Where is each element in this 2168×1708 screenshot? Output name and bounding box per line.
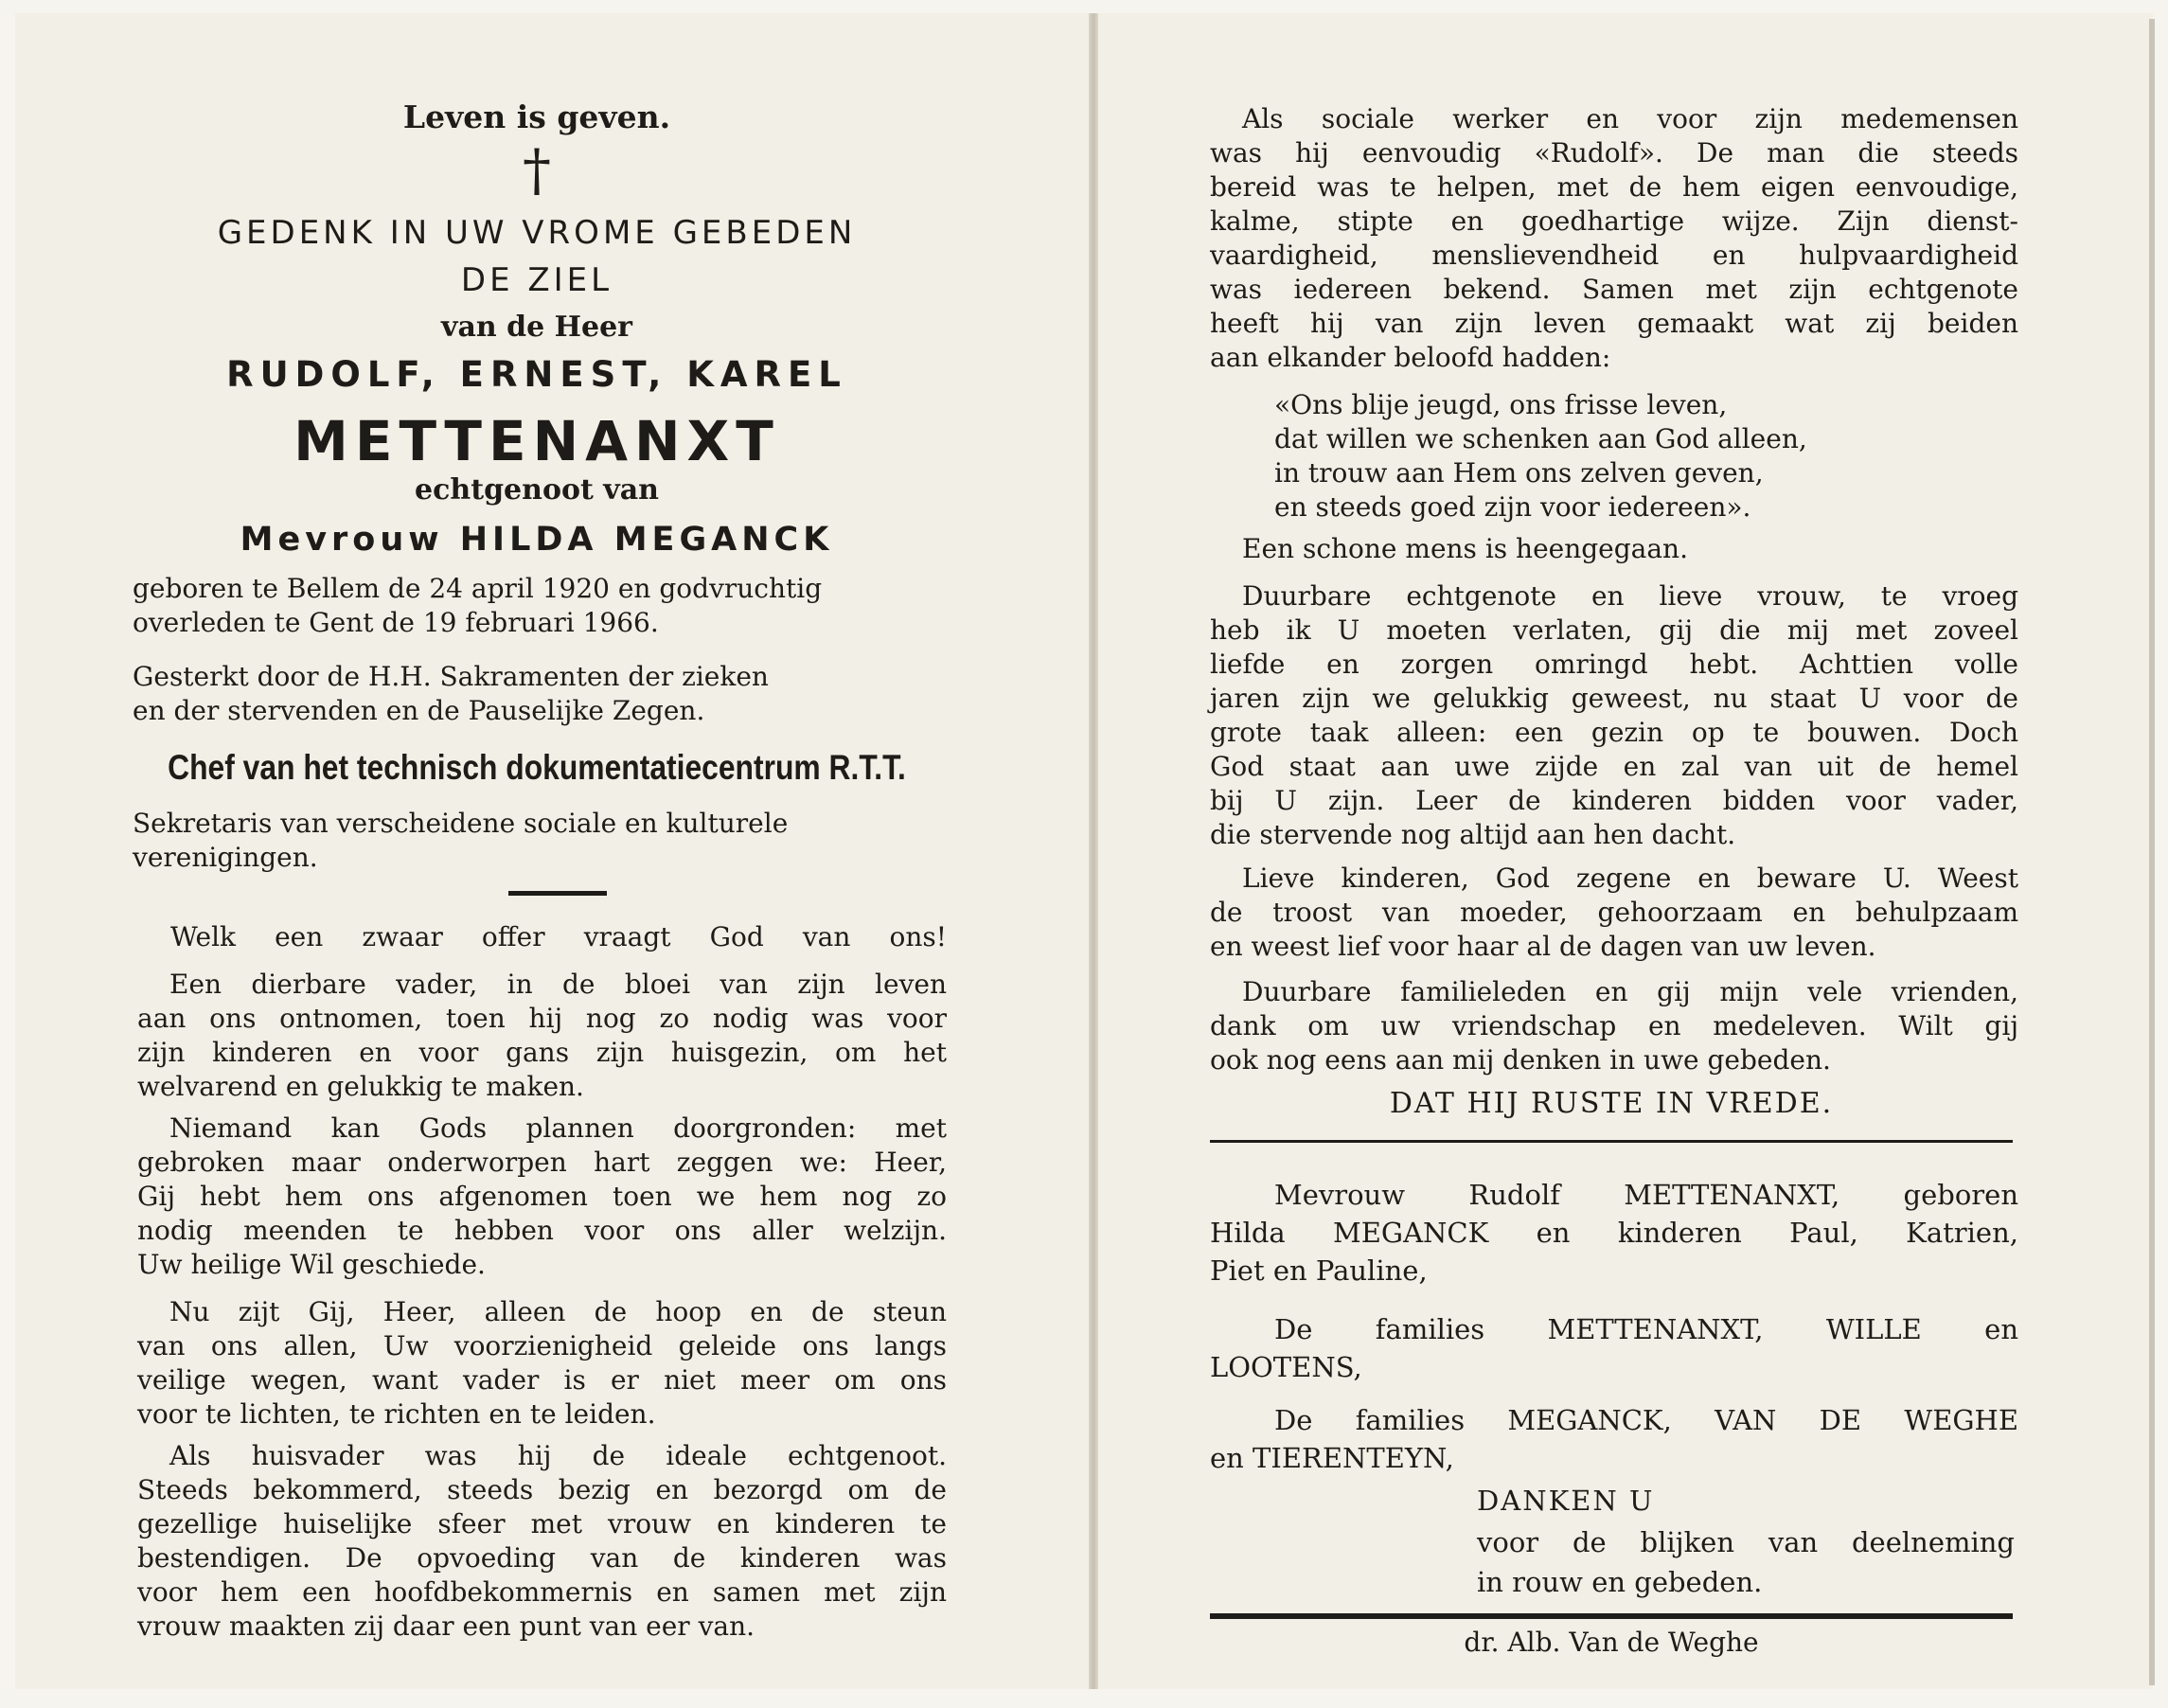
family-wife-children: [1210, 1176, 2018, 1290]
text-line: «Ons blije jeugd, ons frisse leven,: [1274, 389, 1728, 420]
paragraph-husband: [137, 1439, 947, 1644]
text-line: God staat aan uwe zijde en zal van uit de hemel: [1210, 751, 2018, 782]
text-line: Lieve kinderen, God zegene en beware U. Weest: [1242, 863, 2018, 894]
text-line: Als huisvader was hij de ideale echtgenoot.: [169, 1440, 947, 1471]
text-line: kalme, stipte en goedhartige wijze. Zijn dienst-: [1210, 205, 2018, 237]
text-line: in rouw en gebeden.: [1477, 1566, 1763, 1598]
deceased-first-names: RUDOLF, ERNEST, KAREL: [226, 354, 847, 395]
text-line: Gij hebt hem ons afgenomen toen we hem nog zo: [137, 1181, 947, 1212]
text-line: Steeds bekommerd, steeds bezig en bezorgd om de: [137, 1474, 947, 1505]
job-title: Chef van het technisch dokumentatiecentrum R.T.T.: [168, 748, 906, 787]
text-line: Piet en Pauline,: [1210, 1254, 1428, 1287]
secretary-info: Sekretaris van verscheidene sociale en kulturele verenigingen.: [133, 808, 789, 873]
paragraph-plans: [137, 1112, 947, 1282]
text-line: van ons allen, Uw voorzienigheid geleide ons langs: [137, 1330, 947, 1361]
text-line: aan ons ontnomen, toen hij nog zo nodig was voor: [137, 1003, 947, 1034]
text-line: bereid was te helpen, met de hem eigen eenvoudige,: [1210, 171, 2018, 203]
text-line: Duurbare familieleden en gij mijn vele vrienden,: [1242, 976, 2018, 1007]
text-line: voor de blijken van deelneming: [1477, 1526, 2015, 1558]
card-fold: [1089, 13, 1098, 1689]
family-meganck: [1210, 1401, 2018, 1477]
printer-credit: dr. Alb. Van de Weghe: [1464, 1627, 1759, 1658]
text-line: grote taak alleen: een gezin op te bouwen. Doch: [1210, 717, 2018, 748]
text-line: Als sociale werker en voor zijn medemensen: [1242, 103, 2018, 134]
echtgenoot-label: echtgenoot van: [415, 473, 659, 507]
text-line: Duurbare echtgenote en lieve vrouw, te vroeg: [1242, 580, 2018, 612]
text-line: welvarend en gelukkig te maken.: [137, 1071, 584, 1102]
heading-line-1: GEDENK IN UW VROME GEBEDEN: [217, 214, 857, 252]
paragraph-hope: [137, 1295, 947, 1432]
text-line: Mevrouw Rudolf METTENANXT, geboren: [1274, 1179, 2018, 1211]
paragraph-father: [137, 968, 947, 1104]
van-de-heer: van de Heer: [441, 311, 632, 344]
text-line: Hilda MEGANCK en kinderen Paul, Katrien,: [1210, 1217, 2018, 1249]
thanks-text: [1477, 1522, 2015, 1602]
text-line: liefde en zorgen omringd hebt. Achttien volle: [1210, 649, 2018, 680]
rest-in-peace: DAT HIJ RUSTE IN VREDE.: [1389, 1087, 1834, 1120]
text-line: heeft hij van zijn leven gemaakt wat zij beiden: [1210, 308, 2018, 339]
text-line: heb ik U moeten verlaten, gij die mij met zoveel: [1210, 614, 2018, 646]
paragraph-wife: [1210, 579, 2018, 852]
text-line: dat willen we schenken aan God alleen,: [1274, 423, 1807, 454]
card-edge: [2149, 19, 2155, 1685]
text-line: dank om uw vriendschap en medeleven. Wilt gij: [1210, 1010, 2018, 1041]
text-line: was hij eenvoudig «Rudolf». De man die steeds: [1210, 137, 2018, 169]
family-mettenanxt: [1210, 1310, 2018, 1386]
heading-line-2: DE ZIEL: [460, 261, 613, 299]
deceased-surname: METTENANXT: [293, 409, 780, 473]
text-line: LOOTENS,: [1210, 1351, 1362, 1383]
text-line: die stervende nog altijd aan hen dacht.: [1210, 819, 1736, 850]
text-line: vrouw maakten zij daar een punt van eer van.: [137, 1610, 755, 1642]
divider-thick: [1210, 1613, 2013, 1619]
text-line: Niemand kan Gods plannen doorgronden: met: [169, 1112, 947, 1144]
text-line: de troost van moeder, gehoorzaam en behulpzaam: [1210, 897, 2018, 928]
text-line: was iedereen bekend. Samen met zijn echtgenote: [1210, 274, 2018, 305]
paragraph-social-worker: [1210, 102, 2018, 375]
poem: [1274, 388, 1937, 525]
text-line: vaardigheid, menslievendheid en hulpvaardigheid: [1210, 240, 2018, 271]
spouse-name: Mevrouw HILDA MEGANCK: [240, 521, 834, 559]
cross-icon: †: [523, 137, 551, 204]
text-line: voor hem een hoofdbekommernis en samen met zijn: [137, 1576, 947, 1608]
text-line: nodig meenden te hebben voor ons aller welzijn.: [137, 1215, 947, 1246]
text-line: en weest lief voor haar al de dagen van uw leven.: [1210, 931, 1876, 962]
birth-death-info: geboren te Bellem de 24 april 1920 en godvruchtig overleden te Gent de 19 februari 1966.: [133, 573, 823, 638]
paragraph-children: [1210, 862, 2018, 964]
paragraph-friends: [1210, 975, 2018, 1077]
text-line: gezellige huiselijke sfeer met vrouw en kinderen te: [137, 1508, 947, 1539]
text-line: jaren zijn we gelukkig geweest, nu staat U voor de: [1210, 683, 2018, 714]
text-line: gebroken maar onderworpen hart zeggen we: Heer,: [137, 1147, 947, 1178]
motto: Leven is geven.: [402, 98, 671, 135]
text-line: De families METTENANXT, WILLE en: [1274, 1313, 2018, 1345]
sacraments-info: Gesterkt door de H.H. Sakramenten der zieken en der stervenden en de Pauselijke Zegen.: [133, 661, 769, 726]
text-line: veilige wegen, want vader is er niet meer om ons: [137, 1364, 947, 1396]
text-line: voor te lichten, te richten en te leiden.: [137, 1398, 656, 1430]
text-line: ook nog eens aan mij denken in uwe gebeden.: [1210, 1044, 1831, 1076]
text-line: De families MEGANCK, VAN DE WEGHE: [1274, 1404, 2018, 1436]
text-line: in trouw aan Hem ons zelven geven,: [1274, 457, 1764, 489]
divider: [508, 891, 607, 896]
text-line: zijn kinderen en voor gans zijn huisgezin, om het: [137, 1037, 947, 1068]
paragraph-offer: Welk een zwaar offer vraagt God van ons!: [170, 921, 947, 952]
text-line: Uw heilige Wil geschiede.: [137, 1249, 486, 1280]
danken-u: DANKEN U: [1477, 1485, 1655, 1517]
text-line: aan elkander beloofd hadden:: [1210, 342, 1611, 373]
text-line: Nu zijt Gij, Heer, alleen de hoop en de steun: [169, 1296, 947, 1327]
paragraph-gone: Een schone mens is heengegaan.: [1242, 533, 1688, 564]
text-line: Een dierbare vader, in de bloei van zijn leven: [169, 969, 947, 1000]
text-line: bij U zijn. Leer de kinderen bidden voor vader,: [1210, 785, 2018, 816]
text-line: bestendigen. De opvoeding van de kinderen was: [137, 1542, 947, 1574]
text-line: en TIERENTEYN,: [1210, 1442, 1454, 1474]
divider-thin: [1210, 1140, 2013, 1143]
text-line: en steeds goed zijn voor iedereen».: [1274, 491, 1751, 523]
